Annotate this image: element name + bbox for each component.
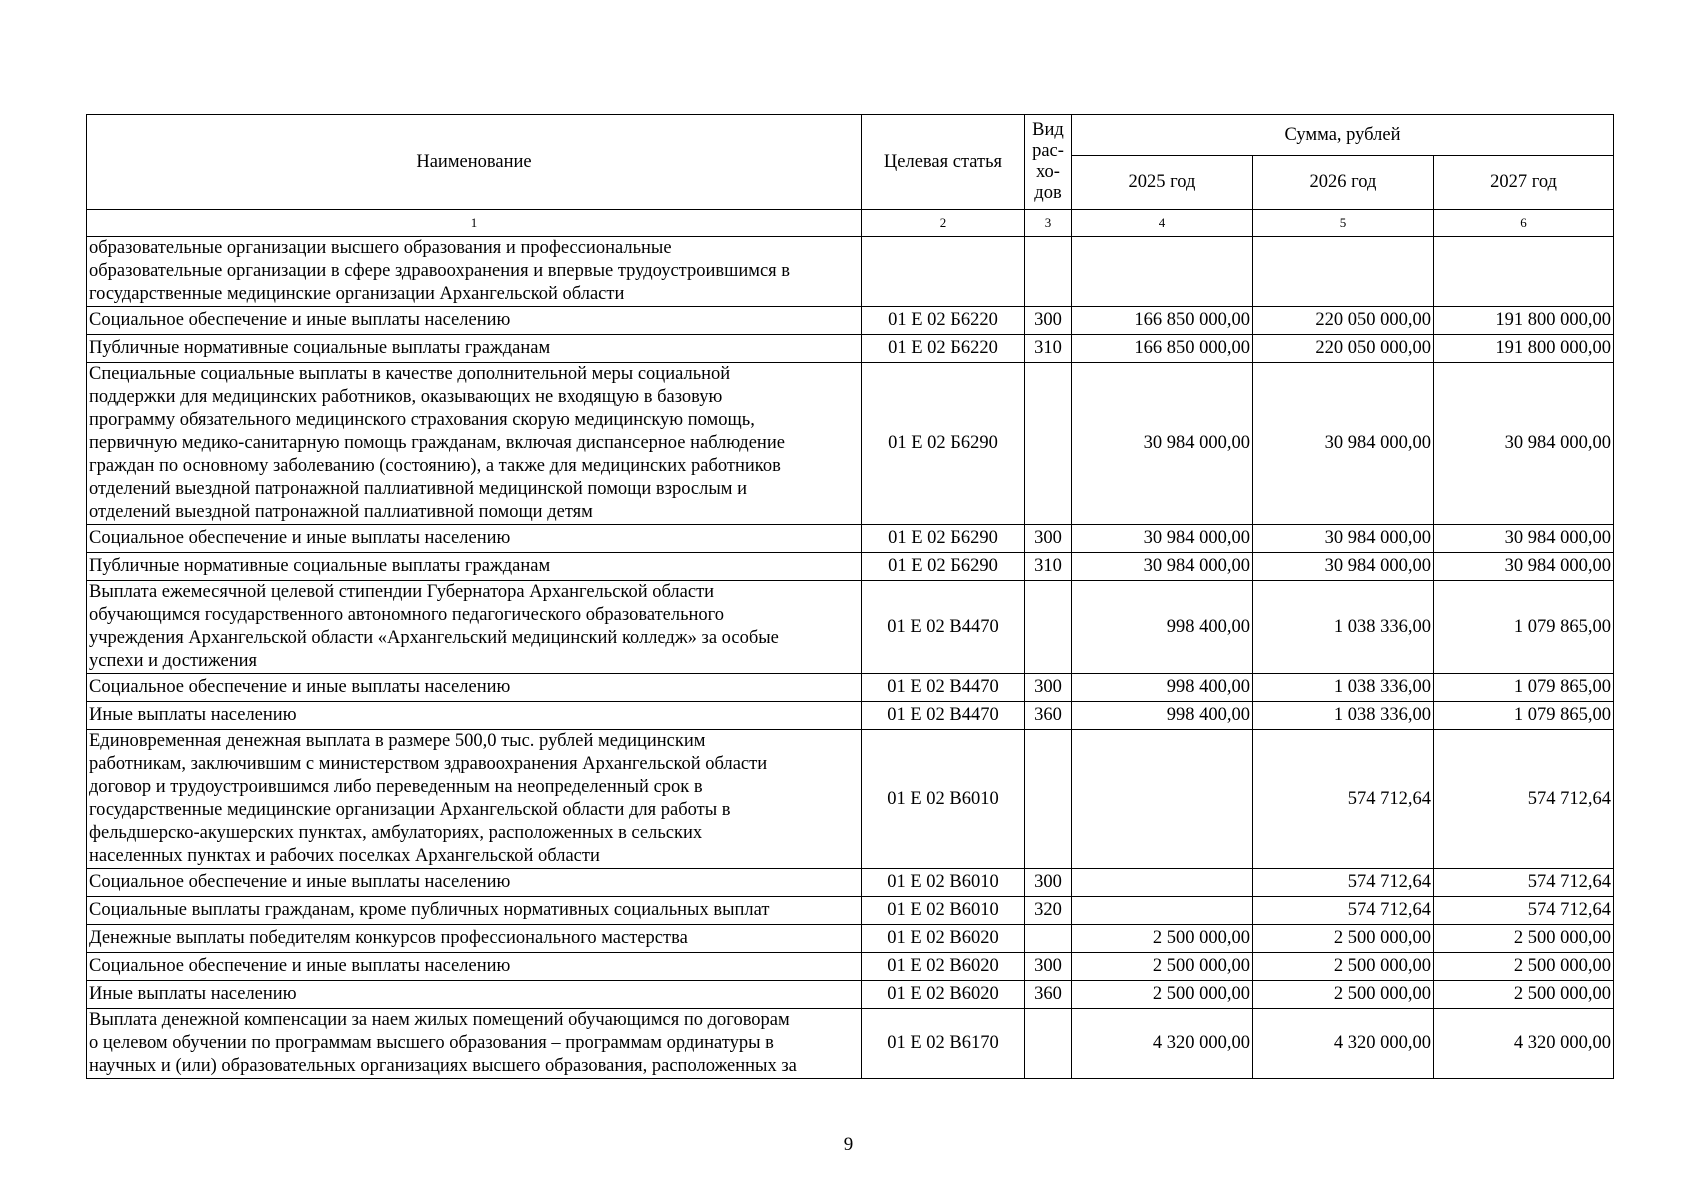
table-row: [87, 702, 1614, 730]
column-number: 4: [1072, 210, 1253, 237]
row-name: [87, 581, 862, 674]
page-number: 9: [843, 1134, 854, 1155]
row-amount-2027: 1 079 865,00: [1434, 674, 1614, 702]
row-name-line: поддержки для медицинских работников, оказывающих не входящую в базовую: [89, 387, 723, 407]
row-amount-2026: 4 320 000,00: [1253, 1009, 1434, 1079]
row-target-code: 01 Е 02 В4470: [862, 581, 1025, 674]
row-expense-type: 300: [1025, 307, 1072, 335]
row-name-line: граждан по основному заболеванию (состоянию), а также для медицинских работников: [89, 456, 781, 476]
row-name: [87, 897, 862, 925]
row-amount-2025: 30 984 000,00: [1072, 553, 1253, 581]
table-row: [87, 363, 1614, 525]
row-name-line: Социальные выплаты гражданам, кроме публичных нормативных социальных выплат: [89, 900, 770, 920]
table-row: [87, 1009, 1614, 1079]
column-number: 3: [1025, 210, 1072, 237]
table-row: [87, 553, 1614, 581]
row-amount-2027: 30 984 000,00: [1434, 525, 1614, 553]
row-expense-type: 300: [1025, 953, 1072, 981]
row-expense-type: 310: [1025, 335, 1072, 363]
column-numbers-row: [87, 210, 1614, 237]
row-name-line: Социальное обеспечение и иные выплаты населению: [89, 872, 511, 892]
row-name-line: Специальные социальные выплаты в качестве дополнительной меры социальной: [89, 364, 731, 384]
table-row: [87, 581, 1614, 674]
row-target-code: 01 Е 02 Б6290: [862, 525, 1025, 553]
row-name: [87, 925, 862, 953]
header-expense-type: Вид рас- хо- дов: [1025, 115, 1072, 210]
row-name-line: государственные медицинские организации Архангельской области: [89, 284, 625, 304]
row-amount-2026: 30 984 000,00: [1253, 553, 1434, 581]
table-row: [87, 925, 1614, 953]
row-name-line: образовательные организации в сфере здравоохранения и впервые трудоустроившимся в: [89, 261, 791, 281]
row-amount-2025: 30 984 000,00: [1072, 525, 1253, 553]
row-expense-type: [1025, 730, 1072, 869]
row-amount-2025: 2 500 000,00: [1072, 981, 1253, 1009]
row-expense-type: 360: [1025, 981, 1072, 1009]
row-amount-2027: 191 800 000,00: [1434, 335, 1614, 363]
row-name: [87, 953, 862, 981]
row-amount-2027: 30 984 000,00: [1434, 363, 1614, 525]
row-name-line: работникам, заключившим с министерством здравоохранения Архангельской области: [89, 754, 768, 774]
row-name-line: обучающимся государственного автономного педагогического образовательного: [89, 605, 725, 625]
row-amount-2027: 4 320 000,00: [1434, 1009, 1614, 1079]
row-name: [87, 307, 862, 335]
row-name-line: Публичные нормативные социальные выплаты гражданам: [89, 556, 551, 576]
row-amount-2025: 166 850 000,00: [1072, 307, 1253, 335]
header-target-article: Целевая статья: [862, 115, 1025, 210]
row-name-line: Социальное обеспечение и иные выплаты населению: [89, 956, 511, 976]
row-name-line: Выплата денежной компенсации за наем жилых помещений обучающимся по договорам: [89, 1010, 790, 1030]
column-number: 6: [1434, 210, 1614, 237]
table-row: [87, 869, 1614, 897]
row-name: [87, 237, 862, 307]
header-year-2025: 2025 год: [1072, 156, 1253, 210]
row-amount-2026: 30 984 000,00: [1253, 363, 1434, 525]
row-amount-2027: [1434, 237, 1614, 307]
row-name-line: государственные медицинские организации Архангельской области для работы в: [89, 800, 731, 820]
row-name-line: Денежные выплаты победителям конкурсов профессионального мастерства: [89, 928, 688, 948]
row-amount-2027: 1 079 865,00: [1434, 702, 1614, 730]
row-amount-2026: [1253, 237, 1434, 307]
row-amount-2027: 191 800 000,00: [1434, 307, 1614, 335]
row-target-code: 01 Е 02 Б6290: [862, 553, 1025, 581]
table-header: [87, 115, 1614, 237]
row-amount-2025: [1072, 897, 1253, 925]
row-expense-type: 300: [1025, 869, 1072, 897]
row-name-line: отделений выездной патронажной паллиативной помощи детям: [89, 502, 593, 522]
row-expense-type: [1025, 1009, 1072, 1079]
row-name: [87, 730, 862, 869]
row-name-line: Социальное обеспечение и иные выплаты населению: [89, 528, 511, 548]
row-target-code: 01 Е 02 В6020: [862, 925, 1025, 953]
row-target-code: 01 Е 02 Б6220: [862, 335, 1025, 363]
row-name: [87, 363, 862, 525]
row-name: [87, 335, 862, 363]
row-target-code: [862, 237, 1025, 307]
row-amount-2025: 2 500 000,00: [1072, 925, 1253, 953]
row-amount-2027: 1 079 865,00: [1434, 581, 1614, 674]
row-amount-2025: 998 400,00: [1072, 702, 1253, 730]
row-target-code: 01 Е 02 В6010: [862, 730, 1025, 869]
row-name-line: научных и (или) образовательных организациях высшего образования, расположенных за: [89, 1056, 797, 1076]
row-amount-2026: 2 500 000,00: [1253, 981, 1434, 1009]
row-target-code: 01 Е 02 В6020: [862, 981, 1025, 1009]
row-amount-2027: 574 712,64: [1434, 869, 1614, 897]
row-amount-2026: 574 712,64: [1253, 730, 1434, 869]
header-year-2027: 2027 год: [1434, 156, 1614, 210]
row-name-line: населенных пунктах и рабочих поселках Архангельской области: [89, 846, 600, 866]
row-expense-type: 300: [1025, 525, 1072, 553]
row-amount-2025: 30 984 000,00: [1072, 363, 1253, 525]
row-name-line: отделений выездной патронажной паллиативной медицинской помощи взрослым и: [89, 479, 748, 499]
row-name: [87, 869, 862, 897]
row-amount-2027: 2 500 000,00: [1434, 925, 1614, 953]
header-sum: Сумма, рублей: [1072, 115, 1614, 156]
row-name: [87, 525, 862, 553]
row-amount-2026: 220 050 000,00: [1253, 307, 1434, 335]
row-name-line: образовательные организации высшего образования и профессиональные: [89, 238, 672, 258]
row-amount-2025: 998 400,00: [1072, 581, 1253, 674]
row-expense-type: 320: [1025, 897, 1072, 925]
row-target-code: 01 Е 02 В6020: [862, 953, 1025, 981]
table-row: [87, 335, 1614, 363]
row-amount-2025: [1072, 869, 1253, 897]
row-target-code: 01 Е 02 В6010: [862, 897, 1025, 925]
row-name-line: о целевом обучении по программам высшего образования – программам ординатуры в: [89, 1033, 774, 1053]
table-row: [87, 897, 1614, 925]
row-name: [87, 553, 862, 581]
table-row: [87, 674, 1614, 702]
table-row: [87, 237, 1614, 307]
row-name-line: первичную медико-санитарную помощь гражданам, включая диспансерное наблюдение: [89, 433, 785, 453]
row-target-code: 01 Е 02 В6170: [862, 1009, 1025, 1079]
row-expense-type: [1025, 581, 1072, 674]
row-amount-2027: 2 500 000,00: [1434, 981, 1614, 1009]
row-amount-2025: 4 320 000,00: [1072, 1009, 1253, 1079]
row-name-line: договор и трудоустроившимся либо переведенным на неопределенный срок в: [89, 777, 703, 797]
row-name: [87, 674, 862, 702]
row-name-line: успехи и достижения: [89, 651, 258, 671]
row-name-line: Публичные нормативные социальные выплаты гражданам: [89, 338, 551, 358]
row-name-line: Иные выплаты населению: [89, 984, 297, 1004]
table-row: [87, 981, 1614, 1009]
row-name: [87, 702, 862, 730]
table-row: [87, 525, 1614, 553]
row-amount-2026: 2 500 000,00: [1253, 953, 1434, 981]
row-amount-2027: 574 712,64: [1434, 730, 1614, 869]
row-target-code: 01 Е 02 В6010: [862, 869, 1025, 897]
row-name-line: фельдшерско-акушерских пунктах, амбулаториях, расположенных в сельских: [89, 823, 703, 843]
row-expense-type: [1025, 363, 1072, 525]
row-amount-2026: 1 038 336,00: [1253, 581, 1434, 674]
table-row: [87, 307, 1614, 335]
row-name-line: Иные выплаты населению: [89, 705, 297, 725]
row-amount-2026: 30 984 000,00: [1253, 525, 1434, 553]
row-amount-2026: 574 712,64: [1253, 897, 1434, 925]
column-number: 5: [1253, 210, 1434, 237]
row-expense-type: 360: [1025, 702, 1072, 730]
row-amount-2027: 30 984 000,00: [1434, 553, 1614, 581]
row-name-line: Выплата ежемесячной целевой стипендии Губернатора Архангельской области: [89, 582, 715, 602]
budget-table: [86, 114, 1614, 1079]
column-number: 1: [87, 210, 862, 237]
header-name: Наименование: [87, 115, 862, 210]
row-amount-2026: 2 500 000,00: [1253, 925, 1434, 953]
row-amount-2027: 2 500 000,00: [1434, 953, 1614, 981]
row-target-code: 01 Е 02 В4470: [862, 674, 1025, 702]
row-target-code: 01 Е 02 Б6220: [862, 307, 1025, 335]
row-name-line: Социальное обеспечение и иные выплаты населению: [89, 310, 511, 330]
row-amount-2025: [1072, 237, 1253, 307]
row-amount-2026: 1 038 336,00: [1253, 674, 1434, 702]
row-target-code: 01 Е 02 В4470: [862, 702, 1025, 730]
row-amount-2025: 998 400,00: [1072, 674, 1253, 702]
row-name-line: Единовременная денежная выплата в размере 500,0 тыс. рублей медицинским: [89, 731, 706, 751]
row-expense-type: 300: [1025, 674, 1072, 702]
row-amount-2025: 2 500 000,00: [1072, 953, 1253, 981]
row-amount-2025: 166 850 000,00: [1072, 335, 1253, 363]
row-amount-2026: 574 712,64: [1253, 869, 1434, 897]
row-name: [87, 981, 862, 1009]
table-body: [87, 237, 1614, 1079]
row-amount-2027: 574 712,64: [1434, 897, 1614, 925]
row-expense-type: [1025, 925, 1072, 953]
row-expense-type: [1025, 237, 1072, 307]
column-number: 2: [862, 210, 1025, 237]
row-name-line: учреждения Архангельской области «Архангельский медицинский колледж» за особые: [89, 628, 779, 648]
row-amount-2026: 1 038 336,00: [1253, 702, 1434, 730]
row-name-line: программу обязательного медицинского страхования скорую медицинскую помощь,: [89, 410, 755, 430]
table-row: [87, 953, 1614, 981]
row-expense-type: 310: [1025, 553, 1072, 581]
row-name-line: Социальное обеспечение и иные выплаты населению: [89, 677, 511, 697]
row-name: [87, 1009, 862, 1079]
row-amount-2026: 220 050 000,00: [1253, 335, 1434, 363]
header-year-2026: 2026 год: [1253, 156, 1434, 210]
row-target-code: 01 Е 02 Б6290: [862, 363, 1025, 525]
row-amount-2025: [1072, 730, 1253, 869]
table-row: [87, 730, 1614, 869]
